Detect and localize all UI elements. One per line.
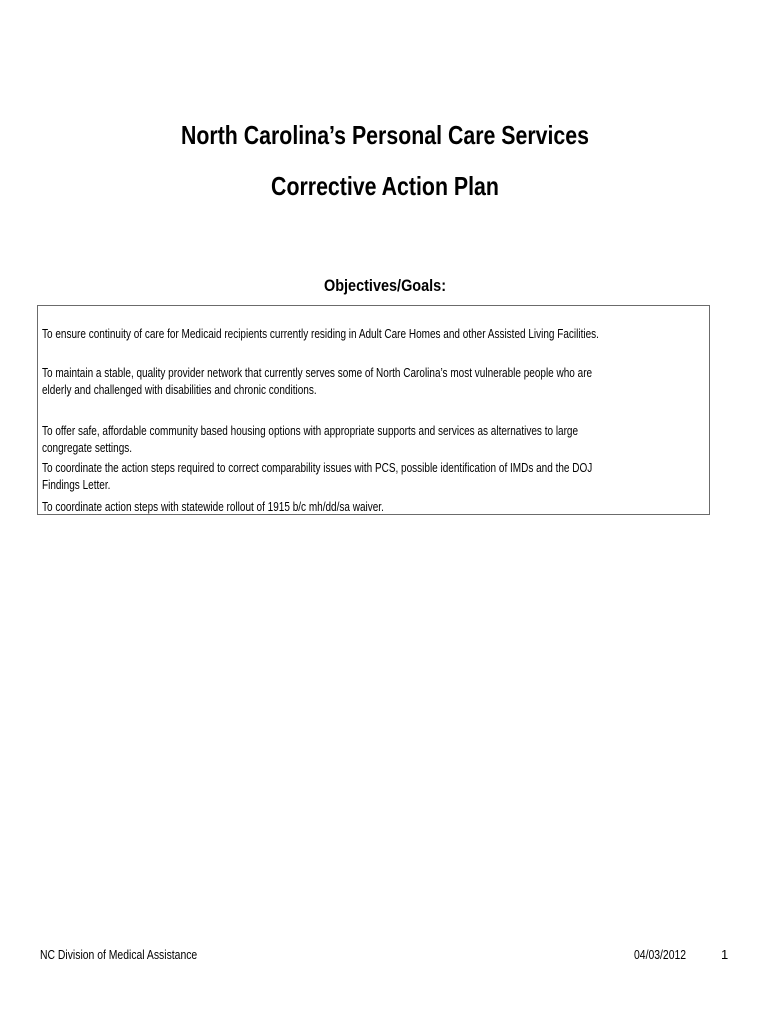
footer-page-number: 1 — [721, 947, 729, 962]
goal-item-5 — [42, 499, 602, 516]
document-title-line-1: North Carolina’s Personal Care Services — [180, 120, 590, 150]
goal-item-3: To offer safe, affordable community based housing options with appropriate supports and services as alternatives to large congregate settings. — [42, 424, 579, 455]
goal-item-5-text: To coordinate action steps with statewide rollout of 1915 b/c mh/dd/sa waiver. — [42, 500, 384, 514]
footer-date: 04/03/2012 — [634, 947, 687, 962]
footer-organization: NC Division of Medical Assistance — [40, 947, 198, 962]
objectives-goals-box — [37, 305, 710, 515]
goal-item-2: To maintain a stable, quality provider network that currently serves some of North Carolina’s most vulnerable people who are elderly and challenged with disabilities and chronic conditions. — [42, 366, 593, 397]
goal-item-1: To ensure continuity of care for Medicaid recipients currently residing in Adult Care Homes and other Assisted Living Facilities. — [42, 327, 599, 341]
objectives-goals-heading: Objectives/Goals: — [323, 276, 447, 295]
document-title-line-2: Corrective Action Plan — [271, 171, 499, 201]
goal-item-4: To coordinate the action steps required to correct comparability issues with PCS, possible identification of IMDs and the DOJ Findings Letter. — [42, 461, 593, 492]
